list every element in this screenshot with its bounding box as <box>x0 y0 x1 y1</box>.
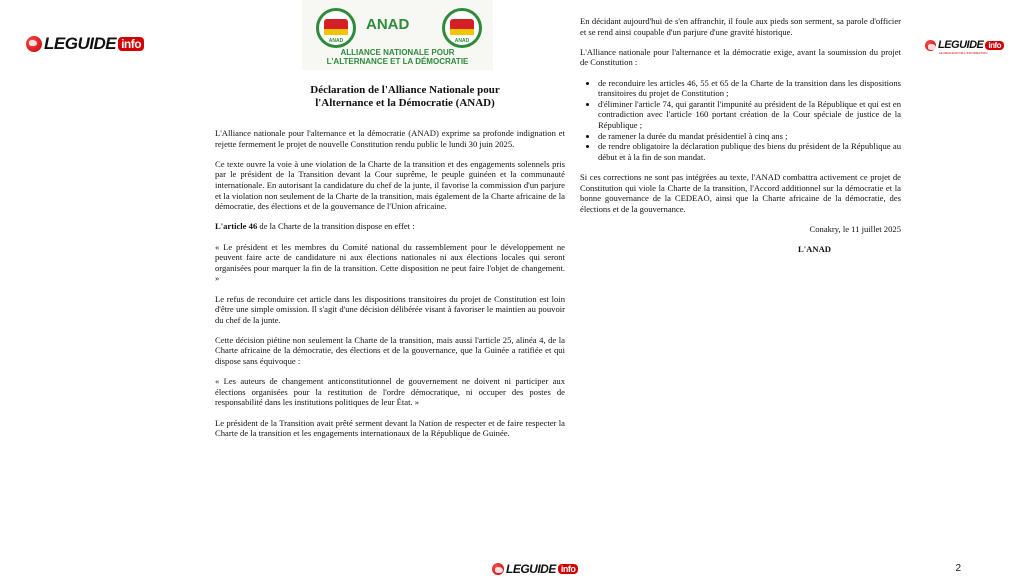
left-paragraph-5: Le refus de reconduire cet article dans les dispositions transitoires du projet de Constitution est loin d'être une simple omission. Il s'agit d'une décision délibérée visant à favoriser le maintien au pouvoir du chef de la junte. <box>215 293 565 325</box>
anad-seal-right <box>442 8 482 48</box>
article-46-label: L'article 46 <box>215 221 258 232</box>
date-place: Conakry, le 11 juillet 2025 <box>809 223 901 234</box>
article-46-text: de la Charte de la transition dispose en effet : <box>257 221 415 232</box>
brand-suffix: info <box>118 37 144 51</box>
list-item: • de reconduire les articles 46, 55 et 65 de la Charte de la transition dans les dispositions transitoires du projet de Constitution ; <box>598 78 901 99</box>
globe-icon <box>925 40 936 51</box>
left-column <box>215 128 565 448</box>
brand-suffix-bottom: info <box>558 564 579 574</box>
anad-word: ANAD <box>366 16 410 33</box>
list-item: • d'éliminer l'article 74, qui garantit l'impunité au président de la République et qui est en contradiction avec l'article 160 portant création de la Cour spéciale de justice de la République ; <box>598 99 901 131</box>
leguide-logo-right <box>925 39 1004 55</box>
right-column <box>580 16 901 264</box>
anad-banner <box>302 0 493 70</box>
left-paragraph-6: Cette décision piétine non seulement la Charte de la transition, mais aussi l'article 25, alinéa 4, de la Charte africaine de la démocratie, des élections et de la gouvernance, que la Guinée a ratifiée et qui dispose sans équivoque : <box>215 334 565 367</box>
left-paragraph-8: Le président de la Transition avait prêté serment devant la Nation de respecter et de faire respecter la Charte de la transition et les engagements internationaux de la République de Guinée. <box>215 417 565 439</box>
leguide-logo-bottom <box>492 562 578 576</box>
right-paragraph-2: L'Alliance nationale pour l'alternance et la démocratie exige, avant la soumission du projet de Constitution : <box>580 46 901 68</box>
seal-text-right: ANAD <box>454 38 470 44</box>
globe-icon <box>26 36 42 52</box>
signature: L'ANAD <box>798 244 831 255</box>
brand-suffix-small: info <box>985 41 1004 50</box>
list-item: • de ramener la durée du mandat présidentiel à cinq ans ; <box>598 131 901 142</box>
page-number: 2 <box>955 563 961 574</box>
seal-text-left: ANAD <box>328 38 344 44</box>
left-quote-1: « Le président et les membres du Comité national du rassemblement pour le développement ne peuvent faire acte de candidature ni aux élections nationales ni aux élections locales qui seront organisées pour marquer la fin de la transition. Cette disposition ne peut faire l'objet de changement. » <box>215 241 565 284</box>
brand-name-bottom: LEGUIDE <box>506 562 556 576</box>
left-paragraph-2: Ce texte ouvre la voie à une violation de la Charte de la transition et des engagements solennels pris par le président de la Transition devant la Cour suprême, le peuple guinéen et la communauté internationale. En autorisant la candidature du chef de la junte, il favorise la commission d'un parjure et la violation non seulement de la Charte de la transition, mais également de la Charte africaine de la démocratie, des élections et de la gouvernance de l'Union africaine. <box>215 158 565 212</box>
anad-name-line1: ALLIANCE NATIONALE POUR <box>340 48 455 57</box>
brand-name: LEGUIDE <box>44 34 117 53</box>
brand-name-small: LEGUIDE <box>938 39 984 51</box>
left-quote-2: « Les auteurs de changement anticonstitutionnel de gouvernement ne doivent ni participer aux élections organisées pour la restitution de l'ordre démocratique, ni occuper des postes de responsabilité dans les institutions politiques de leur État. » <box>215 376 565 408</box>
declaration-title <box>240 84 570 110</box>
left-paragraph-3 <box>215 221 565 232</box>
left-paragraph-1: L'Alliance nationale pour l'alternance et la démocratie (ANAD) exprime sa profonde indignation et rejette fermement le projet de nouvelle Constitution rendu public le lundi 30 juin 2025. <box>215 128 565 149</box>
list-item: • de rendre obligatoire la déclaration publique des biens du président de la République au début et à la fin de son mandat. <box>598 141 901 162</box>
brand-tagline: LE MEILLEUR DE L'INFORMATION <box>939 51 988 55</box>
title-line2: l'Alternance et la Démocratie (ANAD) <box>315 97 495 109</box>
leguide-logo-main <box>26 34 144 54</box>
demands-list <box>580 78 901 163</box>
right-paragraph-3: Si ces corrections ne sont pas intégrées au texte, l'ANAD combattra activement ce projet de Constitution qui viole la Charte de la transition, l'Accord additionnel sur la démocratie et la bonne gouvernance de la CEDEAO, ainsi que la Charte africaine de la démocratie, des élections et de la gouvernance. <box>580 171 901 214</box>
anad-name-line2: L'ALTERNANCE ET LA DÉMOCRATIE <box>326 57 469 66</box>
title-line1: Déclaration de l'Alliance Nationale pour <box>310 84 500 96</box>
anad-full-name <box>302 48 493 66</box>
globe-icon <box>492 563 504 575</box>
right-paragraph-1: En décidant aujourd'hui de s'en affranchir, il foule aux pieds son serment, sa parole d'officier et se rend ainsi coupable d'un parjure d'une gravité historique. <box>580 16 901 37</box>
anad-seal-left <box>316 8 356 48</box>
